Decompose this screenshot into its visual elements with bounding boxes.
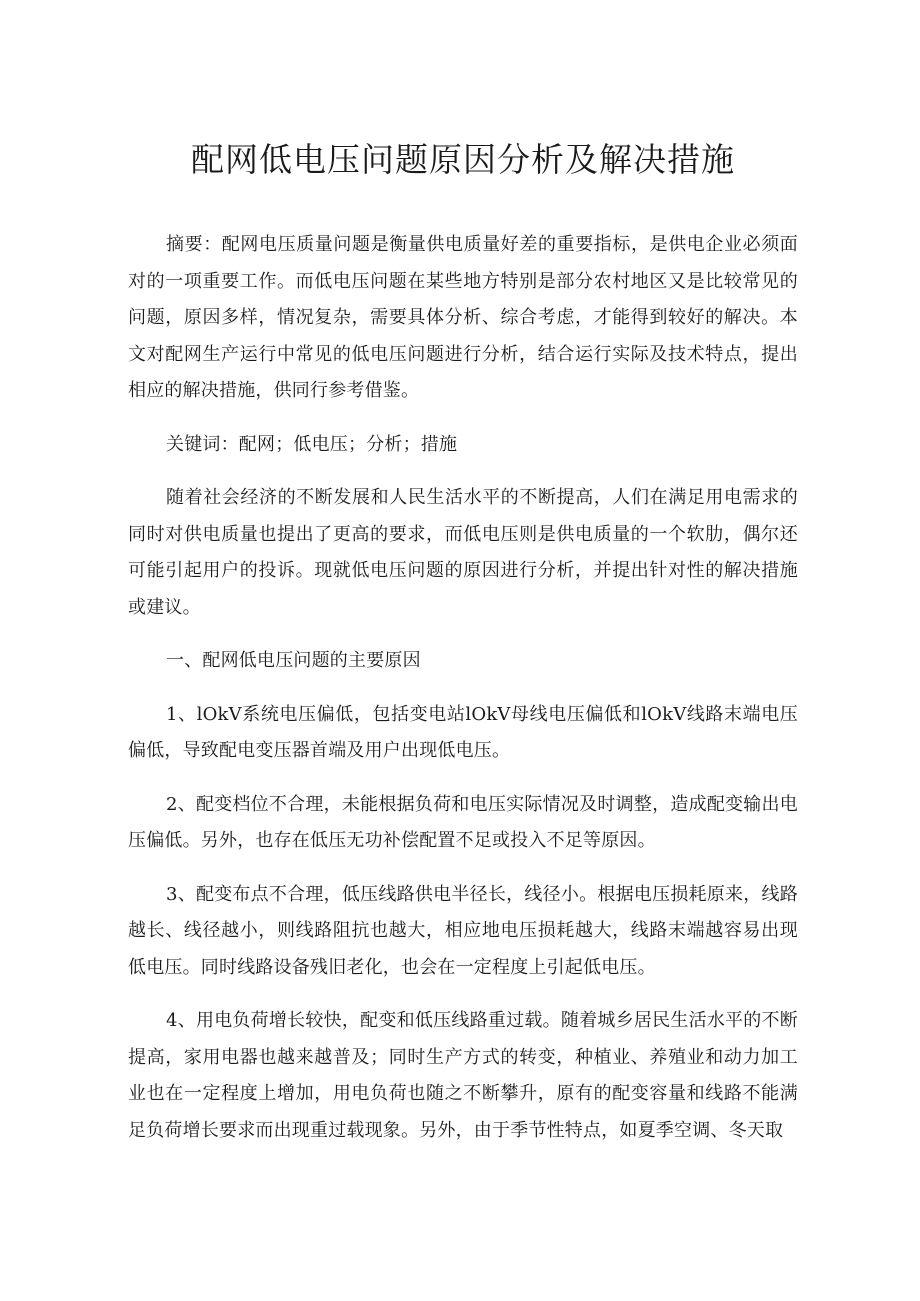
- cause-item-3: 3、配变布点不合理，低压线路供电半径长，线径小。根据电压损耗原来，线路越长、线径越小，则线路阻抗也越大，相应地电压损耗越大，线路末端越容易出现低电压。同时线路设备残旧老化，也会在一定程度上引起低电压。: [128, 883, 798, 978]
- cause-item-2: 2、配变档位不合理，未能根据负荷和电压实际情况及时调整，造成配变输出电压偏低。另外，也存在低压无功补偿配置不足或投入不足等原因。: [128, 793, 798, 851]
- intro-paragraph: 随着社会经济的不断发展和人民生活水平的不断提高，人们在满足用电需求的同时对供电质量也提出了更高的要求，而低电压则是供电质量的一个软肋，偶尔还可能引起用户的投诉。现就低电压问题的原因进行分析，并提出针对性的解决措施或建议。: [128, 487, 798, 618]
- document-title: 配网低电压问题原因分析及解决措施: [191, 140, 735, 179]
- keywords-paragraph: 关键词：配网；低电压；分析；措施: [166, 433, 458, 455]
- cause-item-1: 1、lOkV系统电压偏低，包括变电站lOkV母线电压偏低和lOkV线路末端电压偏低，导致配电变压器首端及用户出现低电压。: [128, 703, 798, 761]
- cause-item-4: 4、用电负荷增长较快，配变和低压线路重过载。随着城乡居民生活水平的不断提高，家用电器也越来越普及；同时生产方式的转变，种植业、养殖业和动力加工业也在一定程度上增加，用电负荷也随之不断攀升，原有的配变容量和线路不能满足负荷增长要求而出现重过载现象。另外，由于季节性特点，如夏季空调、冬天取: [128, 1010, 798, 1141]
- abstract-paragraph: 摘要：配网电压质量问题是衡量供电质量好差的重要指标，是供电企业必须面对的一项重要工作。而低电压问题在某些地方特别是部分农村地区又是比较常见的问题，原因多样，情况复杂，需要具体分析、综合考虑，才能得到较好的解决。本文对配网生产运行中常见的低电压问题进行分析，结合运行实际及技术特点，提出相应的解决措施，供同行参考借鉴。: [128, 234, 798, 401]
- section-heading: 一、配网低电压问题的主要原因: [166, 650, 421, 671]
- document-page: [128, 132, 798, 1166]
